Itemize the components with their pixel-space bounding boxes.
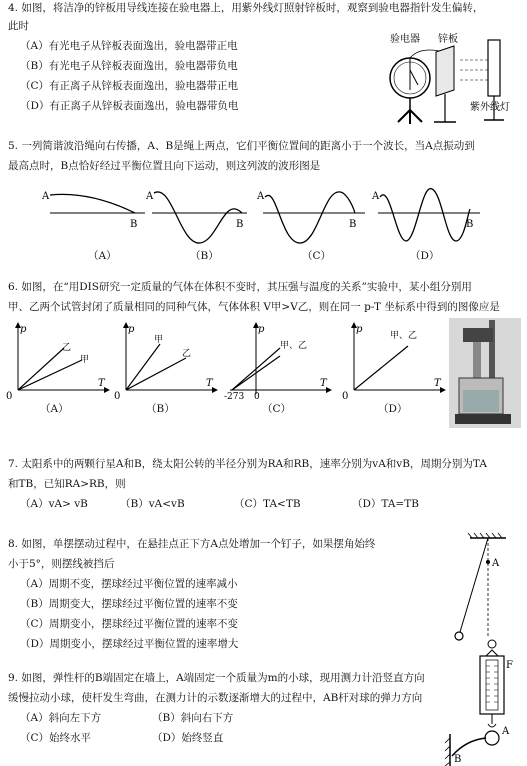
svg-text:p: p xyxy=(258,324,265,335)
svg-text:甲、乙: 甲、乙 xyxy=(390,331,418,341)
svg-text:B: B xyxy=(454,754,462,765)
svg-text:-273: -273 xyxy=(224,392,245,400)
q7-option-c[interactable]: （C）TA<TB xyxy=(234,498,301,510)
svg-text:T: T xyxy=(206,378,213,389)
svg-text:p: p xyxy=(20,324,27,335)
q6-graph-b[interactable] xyxy=(112,320,220,400)
q7-stem-line2: 和TB，已知RA>RB，则 xyxy=(8,478,126,490)
q6-choice-d[interactable]: （D） xyxy=(378,403,408,415)
q9-stem-line2: 缓慢拉动小球，使杆发生弯曲，在测力计的示数逐渐增大的过程中，AB杆对球的弹力方向 xyxy=(8,692,423,704)
svg-text:乙: 乙 xyxy=(62,343,72,353)
q4-option-d[interactable]: （D）有正离子从锌板表面逸出，验电器带负电 xyxy=(20,100,239,112)
q4-option-b[interactable]: （B）有光电子从锌板表面逸出，验电器带负电 xyxy=(20,60,238,72)
svg-text:0: 0 xyxy=(342,391,349,400)
q6-graph-c[interactable] xyxy=(222,320,334,400)
svg-text:B: B xyxy=(130,219,138,230)
q7-stem-line1: 7. 太阳系中的两颗行星A和B，绕太阳公转的半径分别为RA和RB，速率分别为vA和vB，周期分别为TA xyxy=(8,458,487,470)
nail-point xyxy=(486,560,490,564)
q6-choice-c[interactable]: （C） xyxy=(262,403,292,415)
q9-option-a[interactable]: （A）斜向左下方 xyxy=(20,712,102,724)
svg-text:甲、乙: 甲、乙 xyxy=(280,341,308,351)
q6-choice-a[interactable]: （A） xyxy=(40,403,69,415)
svg-text:A: A xyxy=(146,191,154,202)
svg-text:A: A xyxy=(372,191,380,202)
q7-option-d[interactable]: （D）TA=TB xyxy=(352,498,419,510)
q8-option-d[interactable]: （D）周期变小，摆球经过平衡位置的速率增大 xyxy=(20,638,239,650)
svg-text:0: 0 xyxy=(6,391,13,400)
q6-apparatus-photo xyxy=(449,318,521,428)
q8-stem-line1: 8. 如图，单摆摆动过程中，在悬挂点正下方A点处增加一个钉子，如果摆角始终 xyxy=(8,538,376,550)
svg-text:A: A xyxy=(492,558,500,569)
svg-text:A: A xyxy=(257,191,265,202)
svg-text:0: 0 xyxy=(254,392,260,400)
q9-option-c[interactable]: （C）始终水平 xyxy=(20,732,92,744)
q4-label-electroscope: 验电器 xyxy=(390,34,420,45)
electroscope-needle xyxy=(410,70,418,85)
q5-choice-c[interactable]: （C） xyxy=(302,250,332,262)
q5-stem-line1: 5. 一列简谐波沿绳向右传播，A、B是绳上两点，它们平衡位置间的距离小于一个波长，当A点振动到 xyxy=(8,140,475,152)
q6-graph-a[interactable] xyxy=(4,320,112,400)
q8-stem-line2: 小于5°，则摆线被挡后 xyxy=(8,558,115,570)
svg-text:T: T xyxy=(320,378,327,389)
q5-wave-a[interactable] xyxy=(40,185,150,240)
q5-stem-line2: 最高点时，B点恰好经过平衡位置且向下运动，则这列波的波形图是 xyxy=(8,160,321,172)
svg-text:A: A xyxy=(42,191,50,202)
q4-label-lamp: 紫外线灯 xyxy=(470,102,510,113)
q4-label-zinc: 锌板 xyxy=(438,34,458,45)
q4-option-a[interactable]: （A）有光电子从锌板表面逸出，验电器带正电 xyxy=(20,40,238,52)
q7-option-b[interactable]: （B）vA<vB xyxy=(120,498,185,510)
q6-choice-b[interactable]: （B） xyxy=(146,403,175,415)
svg-text:甲: 甲 xyxy=(154,335,164,345)
q7-option-a[interactable]: （A）vA> vB xyxy=(20,498,88,510)
svg-text:p: p xyxy=(356,324,363,335)
svg-text:B: B xyxy=(349,219,357,230)
ball xyxy=(485,731,499,745)
q5-choice-b[interactable]: （B） xyxy=(190,250,219,262)
svg-text:B: B xyxy=(236,219,244,230)
q5-wave-d[interactable] xyxy=(370,185,485,255)
q6-stem-line2: 甲、乙两个试管封闭了质量相同的同种气体，气体体积 V甲>V乙，则在同一 p-T 坐标系中得到的图像应是 xyxy=(8,301,500,313)
q8-option-a[interactable]: （A）周期不变，摆球经过平衡位置的速率减小 xyxy=(20,578,238,590)
q5-choice-a[interactable]: （A） xyxy=(88,250,117,262)
q4-stem-line1: 4. 如图，将洁净的锌板用导线连接在验电器上，用紫外线灯照射锌板时，观察到验电器指针发生偏转， xyxy=(8,2,484,14)
svg-text:甲: 甲 xyxy=(80,355,90,365)
q4-option-c[interactable]: （C）有正离子从锌板表面逸出，验电器带正电 xyxy=(20,80,239,92)
svg-text:p: p xyxy=(128,324,135,335)
svg-text:T: T xyxy=(434,378,441,389)
q6-graph-d[interactable] xyxy=(340,320,448,400)
zinc-plate xyxy=(436,46,454,96)
svg-text:T: T xyxy=(98,378,105,389)
q5-wave-b[interactable] xyxy=(142,185,252,255)
q9-spring-scale-figure xyxy=(436,638,526,766)
q5-wave-c[interactable] xyxy=(255,185,370,255)
svg-text:乙: 乙 xyxy=(182,349,192,359)
q5-choice-d[interactable]: （D） xyxy=(410,250,440,262)
svg-text:B: B xyxy=(466,219,474,230)
q6-stem-line1: 6. 如图，在“用DIS研究一定质量的气体在体积不变时，其压强与温度的关系”实验中，某小组分别用 xyxy=(8,281,472,293)
svg-text:F: F xyxy=(506,660,513,671)
q4-stem-line2: 此时 xyxy=(8,20,29,32)
svg-text:A: A xyxy=(502,726,510,737)
q9-option-b[interactable]: （B）斜向右下方 xyxy=(152,712,234,724)
q8-pendulum-figure xyxy=(440,532,525,644)
q9-option-d[interactable]: （D）始终竖直 xyxy=(152,732,224,744)
q9-stem-line1: 9. 如图，弹性杆的B端固定在墙上，A端固定一个质量为m的小球，现用测力计沿竖直方向 xyxy=(8,672,425,684)
q8-option-b[interactable]: （B）周期变大，摆球经过平衡位置的速率不变 xyxy=(20,598,238,610)
q8-option-c[interactable]: （C）周期变小，摆球经过平衡位置的速率不变 xyxy=(20,618,239,630)
q4-figure xyxy=(370,30,522,130)
uv-lamp xyxy=(488,40,500,96)
svg-text:0: 0 xyxy=(114,391,121,400)
